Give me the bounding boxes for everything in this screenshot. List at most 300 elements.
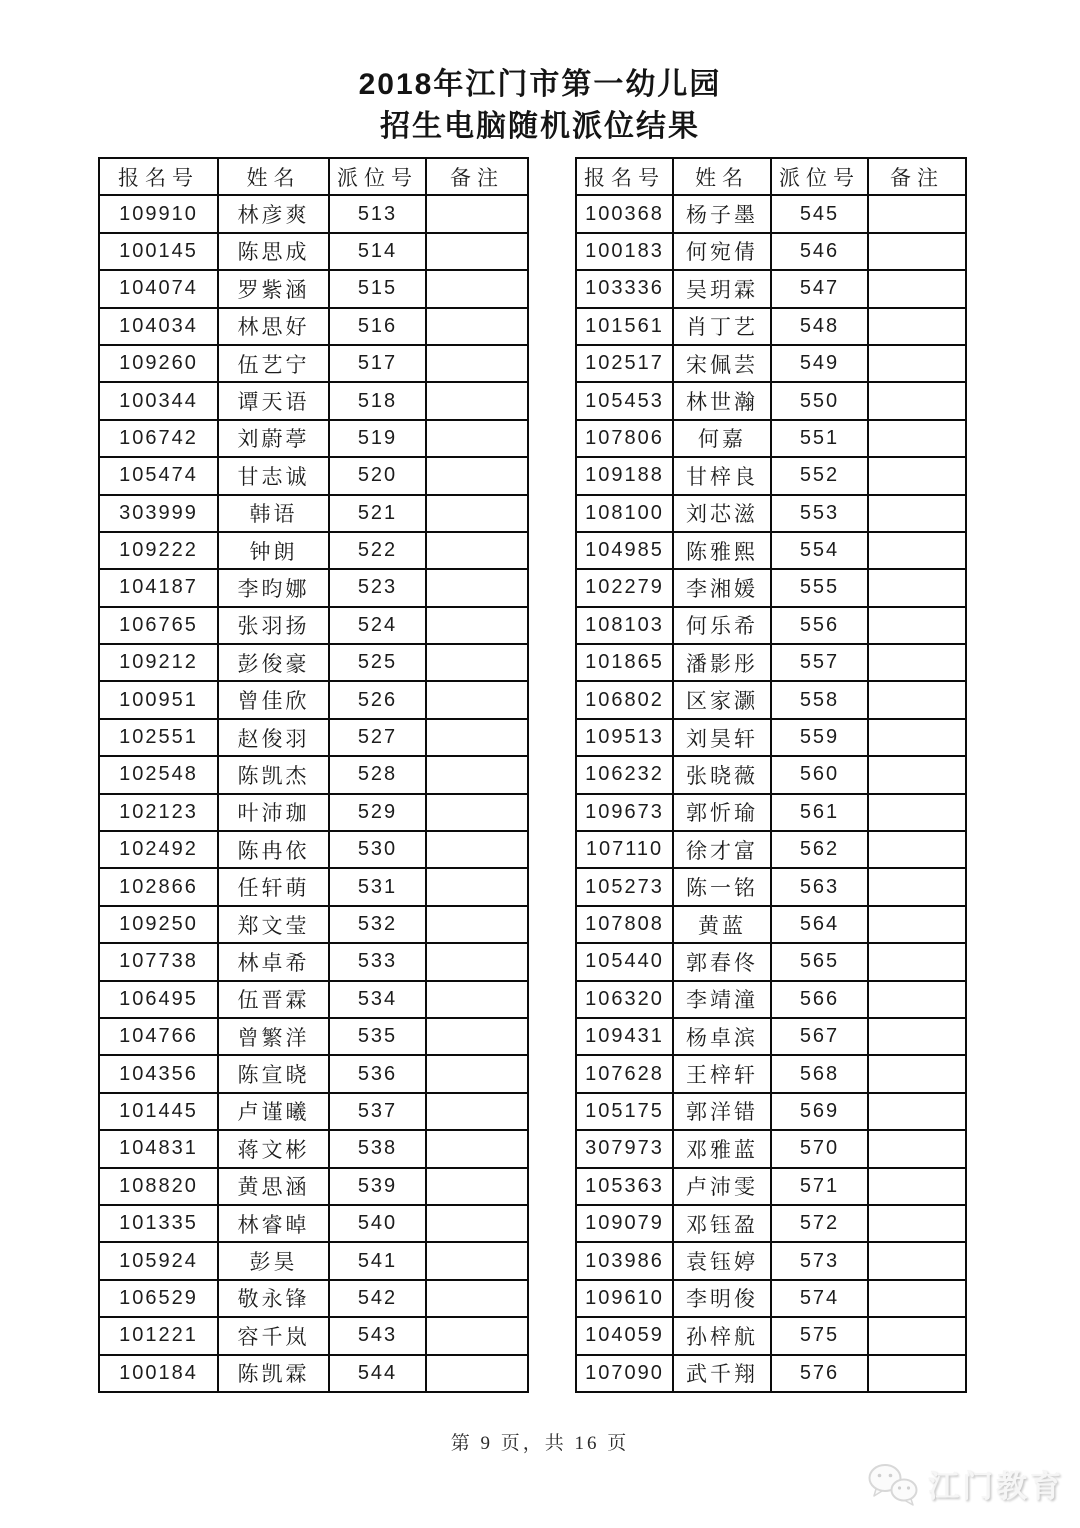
cell-note [868, 308, 966, 345]
cell-reg-number: 104356 [99, 1055, 218, 1092]
cell-note [868, 1018, 966, 1055]
cell-note [868, 607, 966, 644]
table-row [99, 831, 528, 868]
table-row [99, 495, 528, 532]
cell-seat-number: 542 [329, 1280, 426, 1317]
cell-seat-number: 537 [329, 1093, 426, 1130]
table-row [576, 195, 966, 232]
table-row [99, 569, 528, 606]
header-name: 姓名 [218, 158, 329, 195]
cell-reg-number: 107806 [576, 420, 673, 457]
cell-name: 何宛倩 [673, 233, 771, 270]
cell-note [426, 607, 528, 644]
cell-reg-number: 103986 [576, 1242, 673, 1279]
cell-name: 刘蔚葶 [218, 420, 329, 457]
cell-name: 张羽扬 [218, 607, 329, 644]
cell-note [868, 1205, 966, 1242]
table-row [576, 756, 966, 793]
cell-seat-number: 566 [771, 981, 868, 1018]
table-row [99, 644, 528, 681]
table-header-row [99, 158, 528, 195]
table-row [576, 681, 966, 718]
header-name: 姓名 [673, 158, 771, 195]
cell-name: 武千翔 [673, 1355, 771, 1392]
table-row [576, 906, 966, 943]
table-row [576, 644, 966, 681]
cell-note [426, 719, 528, 756]
cell-note [868, 681, 966, 718]
table-row [576, 457, 966, 494]
cell-reg-number: 102517 [576, 345, 673, 382]
cell-name: 甘梓良 [673, 457, 771, 494]
cell-reg-number: 107808 [576, 906, 673, 943]
table-row [99, 1018, 528, 1055]
cell-name: 李昀娜 [218, 569, 329, 606]
cell-seat-number: 531 [329, 868, 426, 905]
cell-seat-number: 518 [329, 382, 426, 419]
cell-name: 黄蓝 [673, 906, 771, 943]
cell-name: 黄思涵 [218, 1168, 329, 1205]
cell-reg-number: 109222 [99, 532, 218, 569]
cell-name: 容千岚 [218, 1317, 329, 1354]
cell-name: 李靖潼 [673, 981, 771, 1018]
cell-name: 谭天语 [218, 382, 329, 419]
cell-name: 卢谨曦 [218, 1093, 329, 1130]
table-row [99, 1055, 528, 1092]
table-row [576, 981, 966, 1018]
cell-name: 任轩萌 [218, 868, 329, 905]
cell-name: 林世瀚 [673, 382, 771, 419]
cell-name: 赵俊羽 [218, 719, 329, 756]
cell-seat-number: 555 [771, 569, 868, 606]
cell-name: 伍晋霖 [218, 981, 329, 1018]
cell-seat-number: 565 [771, 943, 868, 980]
cell-name: 陈凯霖 [218, 1355, 329, 1392]
cell-name: 何嘉 [673, 420, 771, 457]
cell-seat-number: 521 [329, 495, 426, 532]
cell-note [426, 495, 528, 532]
cell-reg-number: 105363 [576, 1168, 673, 1205]
cell-seat-number: 563 [771, 868, 868, 905]
cell-seat-number: 575 [771, 1317, 868, 1354]
table-row [576, 1242, 966, 1279]
cell-name: 刘昊轩 [673, 719, 771, 756]
cell-seat-number: 573 [771, 1242, 868, 1279]
cell-note [868, 719, 966, 756]
cell-note [868, 906, 966, 943]
table-row [99, 1317, 528, 1354]
cell-reg-number: 109212 [99, 644, 218, 681]
cell-reg-number: 109610 [576, 1280, 673, 1317]
cell-note [868, 1168, 966, 1205]
cell-name: 陈思成 [218, 233, 329, 270]
table-row [576, 1018, 966, 1055]
cell-note [426, 1055, 528, 1092]
cell-reg-number: 107738 [99, 943, 218, 980]
cell-reg-number: 101561 [576, 308, 673, 345]
cell-reg-number: 100184 [99, 1355, 218, 1392]
table-row [99, 719, 528, 756]
cell-reg-number: 106232 [576, 756, 673, 793]
cell-name: 罗紫涵 [218, 270, 329, 307]
cell-note [868, 794, 966, 831]
cell-note [426, 382, 528, 419]
cell-reg-number: 100368 [576, 195, 673, 232]
table-row [576, 719, 966, 756]
cell-name: 林思好 [218, 308, 329, 345]
cell-note [426, 1280, 528, 1317]
cell-seat-number: 559 [771, 719, 868, 756]
cell-note [868, 532, 966, 569]
cell-name: 邓雅蓝 [673, 1130, 771, 1167]
table-row [576, 1093, 966, 1130]
table-header-row [576, 158, 966, 195]
cell-seat-number: 558 [771, 681, 868, 718]
table-row [99, 943, 528, 980]
cell-name: 李湘媛 [673, 569, 771, 606]
cell-seat-number: 568 [771, 1055, 868, 1092]
cell-reg-number: 307973 [576, 1130, 673, 1167]
cell-name: 区家灏 [673, 681, 771, 718]
cell-note [426, 1355, 528, 1392]
table-row [576, 1055, 966, 1092]
table-row [99, 1205, 528, 1242]
cell-name: 杨卓滨 [673, 1018, 771, 1055]
cell-note [426, 943, 528, 980]
table-row [99, 532, 528, 569]
cell-reg-number: 105474 [99, 457, 218, 494]
cell-reg-number: 104766 [99, 1018, 218, 1055]
cell-note [426, 981, 528, 1018]
cell-note [426, 420, 528, 457]
cell-note [868, 831, 966, 868]
cell-name: 林彦爽 [218, 195, 329, 232]
cell-seat-number: 515 [329, 270, 426, 307]
cell-note [426, 831, 528, 868]
cell-note [426, 1018, 528, 1055]
cell-seat-number: 551 [771, 420, 868, 457]
cell-reg-number: 105440 [576, 943, 673, 980]
cell-note [426, 906, 528, 943]
table-row [576, 1355, 966, 1392]
table-row [576, 308, 966, 345]
cell-reg-number: 102492 [99, 831, 218, 868]
cell-reg-number: 102551 [99, 719, 218, 756]
cell-seat-number: 540 [329, 1205, 426, 1242]
cell-note [426, 644, 528, 681]
cell-seat-number: 567 [771, 1018, 868, 1055]
cell-seat-number: 571 [771, 1168, 868, 1205]
cell-note [426, 569, 528, 606]
page-number: 第 9 页，共 16 页 [450, 1433, 630, 1454]
cell-name: 林卓希 [218, 943, 329, 980]
cell-note [868, 195, 966, 232]
cell-name: 何乐希 [673, 607, 771, 644]
header-seat-number: 派位号 [771, 158, 868, 195]
cell-note [868, 1130, 966, 1167]
cell-seat-number: 548 [771, 308, 868, 345]
cell-note [868, 345, 966, 382]
table-row [576, 1280, 966, 1317]
cell-note [868, 943, 966, 980]
cell-reg-number: 106320 [576, 981, 673, 1018]
table-row [576, 345, 966, 382]
cell-note [426, 1130, 528, 1167]
table-row [576, 1317, 966, 1354]
cell-name: 郑文莹 [218, 906, 329, 943]
cell-name: 叶沛珈 [218, 794, 329, 831]
cell-name: 郭洋错 [673, 1093, 771, 1130]
table-row [99, 1355, 528, 1392]
table-row [99, 868, 528, 905]
cell-seat-number: 556 [771, 607, 868, 644]
cell-note [426, 868, 528, 905]
cell-name: 吴玥霖 [673, 270, 771, 307]
cell-reg-number: 109260 [99, 345, 218, 382]
cell-reg-number: 104985 [576, 532, 673, 569]
table-row [99, 233, 528, 270]
table-row [576, 270, 966, 307]
table-row [99, 1242, 528, 1279]
cell-seat-number: 547 [771, 270, 868, 307]
cell-reg-number: 108103 [576, 607, 673, 644]
cell-reg-number: 105453 [576, 382, 673, 419]
cell-note [868, 382, 966, 419]
cell-note [426, 195, 528, 232]
cell-seat-number: 519 [329, 420, 426, 457]
cell-name: 郭忻瑜 [673, 794, 771, 831]
cell-note [868, 457, 966, 494]
cell-seat-number: 539 [329, 1168, 426, 1205]
cell-note [868, 569, 966, 606]
table-row [576, 532, 966, 569]
cell-note [868, 644, 966, 681]
table-row [99, 756, 528, 793]
cell-note [426, 1168, 528, 1205]
wechat-icon [866, 1462, 920, 1506]
title-line-2: 招生电脑随机派位结果 [380, 110, 700, 143]
cell-seat-number: 535 [329, 1018, 426, 1055]
cell-reg-number: 109188 [576, 457, 673, 494]
cell-reg-number: 105175 [576, 1093, 673, 1130]
cell-note [426, 532, 528, 569]
cell-name: 林睿晫 [218, 1205, 329, 1242]
cell-seat-number: 517 [329, 345, 426, 382]
table-row [99, 270, 528, 307]
table-row [99, 420, 528, 457]
cell-reg-number: 104034 [99, 308, 218, 345]
cell-note [868, 1093, 966, 1130]
cell-seat-number: 538 [329, 1130, 426, 1167]
cell-reg-number: 109513 [576, 719, 673, 756]
table-row [99, 981, 528, 1018]
cell-reg-number: 108100 [576, 495, 673, 532]
cell-seat-number: 554 [771, 532, 868, 569]
cell-note [868, 495, 966, 532]
cell-seat-number: 564 [771, 906, 868, 943]
cell-name: 陈凯杰 [218, 756, 329, 793]
table-row [576, 569, 966, 606]
cell-seat-number: 543 [329, 1317, 426, 1354]
cell-name: 彭昊 [218, 1242, 329, 1279]
cell-note [868, 270, 966, 307]
cell-reg-number: 107628 [576, 1055, 673, 1092]
cell-seat-number: 534 [329, 981, 426, 1018]
cell-reg-number: 109431 [576, 1018, 673, 1055]
cell-note [426, 233, 528, 270]
cell-name: 曾佳欣 [218, 681, 329, 718]
cell-name: 陈一铭 [673, 868, 771, 905]
table-row [99, 382, 528, 419]
cell-seat-number: 541 [329, 1242, 426, 1279]
cell-seat-number: 523 [329, 569, 426, 606]
cell-seat-number: 526 [329, 681, 426, 718]
cell-seat-number: 530 [329, 831, 426, 868]
cell-seat-number: 545 [771, 195, 868, 232]
cell-reg-number: 106529 [99, 1280, 218, 1317]
cell-seat-number: 529 [329, 794, 426, 831]
table-row [99, 1280, 528, 1317]
cell-seat-number: 550 [771, 382, 868, 419]
cell-note [868, 981, 966, 1018]
cell-note [426, 1205, 528, 1242]
cell-name: 伍艺宁 [218, 345, 329, 382]
allocation-table-left [98, 157, 529, 1393]
table-row [99, 607, 528, 644]
watermark-label: 江门教育 [928, 1469, 1064, 1504]
cell-name: 肖丁艺 [673, 308, 771, 345]
cell-note [426, 270, 528, 307]
table-row [576, 607, 966, 644]
cell-name: 卢沛雯 [673, 1168, 771, 1205]
cell-reg-number: 105924 [99, 1242, 218, 1279]
cell-note [868, 1355, 966, 1392]
table-row [576, 943, 966, 980]
cell-note [868, 420, 966, 457]
cell-seat-number: 549 [771, 345, 868, 382]
table-row [576, 1168, 966, 1205]
cell-reg-number: 101335 [99, 1205, 218, 1242]
cell-reg-number: 102279 [576, 569, 673, 606]
cell-note [868, 1317, 966, 1354]
cell-seat-number: 560 [771, 756, 868, 793]
cell-name: 陈宣晓 [218, 1055, 329, 1092]
watermark [866, 1461, 1064, 1506]
cell-name: 刘芯滋 [673, 495, 771, 532]
cell-reg-number: 100183 [576, 233, 673, 270]
cell-reg-number: 100344 [99, 382, 218, 419]
cell-name: 彭俊豪 [218, 644, 329, 681]
header-note: 备注 [426, 158, 528, 195]
table-row [576, 495, 966, 532]
cell-note [868, 1242, 966, 1279]
cell-name: 郭春佟 [673, 943, 771, 980]
cell-seat-number: 544 [329, 1355, 426, 1392]
table-row [99, 195, 528, 232]
cell-note [426, 756, 528, 793]
cell-reg-number: 109673 [576, 794, 673, 831]
cell-reg-number: 109910 [99, 195, 218, 232]
cell-seat-number: 524 [329, 607, 426, 644]
table-row [576, 831, 966, 868]
cell-seat-number: 520 [329, 457, 426, 494]
table-row [576, 794, 966, 831]
table-row [99, 1093, 528, 1130]
cell-reg-number: 101221 [99, 1317, 218, 1354]
cell-name: 韩语 [218, 495, 329, 532]
cell-note [426, 345, 528, 382]
cell-note [426, 1317, 528, 1354]
cell-reg-number: 108820 [99, 1168, 218, 1205]
cell-note [868, 868, 966, 905]
cell-seat-number: 514 [329, 233, 426, 270]
header-note: 备注 [868, 158, 966, 195]
cell-seat-number: 527 [329, 719, 426, 756]
cell-seat-number: 528 [329, 756, 426, 793]
cell-name: 王梓轩 [673, 1055, 771, 1092]
table-row [99, 1168, 528, 1205]
cell-note [426, 1093, 528, 1130]
cell-name: 张晓薇 [673, 756, 771, 793]
page-title [0, 64, 1080, 148]
cell-name: 潘影彤 [673, 644, 771, 681]
cell-reg-number: 104187 [99, 569, 218, 606]
table-row [576, 382, 966, 419]
cell-name: 甘志诚 [218, 457, 329, 494]
cell-seat-number: 553 [771, 495, 868, 532]
cell-reg-number: 100951 [99, 681, 218, 718]
table-row [576, 868, 966, 905]
cell-note [426, 794, 528, 831]
table-row [99, 457, 528, 494]
cell-reg-number: 104831 [99, 1130, 218, 1167]
cell-reg-number: 109079 [576, 1205, 673, 1242]
cell-seat-number: 569 [771, 1093, 868, 1130]
cell-reg-number: 107090 [576, 1355, 673, 1392]
cell-name: 宋佩芸 [673, 345, 771, 382]
cell-name: 袁钰婷 [673, 1242, 771, 1279]
cell-name: 敬永锋 [218, 1280, 329, 1317]
cell-reg-number: 106802 [576, 681, 673, 718]
cell-name: 邓钰盈 [673, 1205, 771, 1242]
cell-note [426, 681, 528, 718]
cell-seat-number: 572 [771, 1205, 868, 1242]
cell-seat-number: 525 [329, 644, 426, 681]
cell-seat-number: 576 [771, 1355, 868, 1392]
cell-seat-number: 561 [771, 794, 868, 831]
cell-name: 钟朗 [218, 532, 329, 569]
cell-reg-number: 109250 [99, 906, 218, 943]
allocation-table-right [575, 157, 967, 1393]
cell-reg-number: 103336 [576, 270, 673, 307]
cell-name: 曾繁洋 [218, 1018, 329, 1055]
cell-reg-number: 107110 [576, 831, 673, 868]
cell-seat-number: 513 [329, 195, 426, 232]
cell-note [426, 457, 528, 494]
cell-reg-number: 102548 [99, 756, 218, 793]
cell-reg-number: 106495 [99, 981, 218, 1018]
table-row [99, 308, 528, 345]
cell-note [868, 233, 966, 270]
cell-note [426, 1242, 528, 1279]
cell-seat-number: 557 [771, 644, 868, 681]
cell-reg-number: 102866 [99, 868, 218, 905]
cell-reg-number: 101865 [576, 644, 673, 681]
cell-reg-number: 100145 [99, 233, 218, 270]
cell-reg-number: 105273 [576, 868, 673, 905]
cell-seat-number: 546 [771, 233, 868, 270]
cell-reg-number: 104074 [99, 270, 218, 307]
